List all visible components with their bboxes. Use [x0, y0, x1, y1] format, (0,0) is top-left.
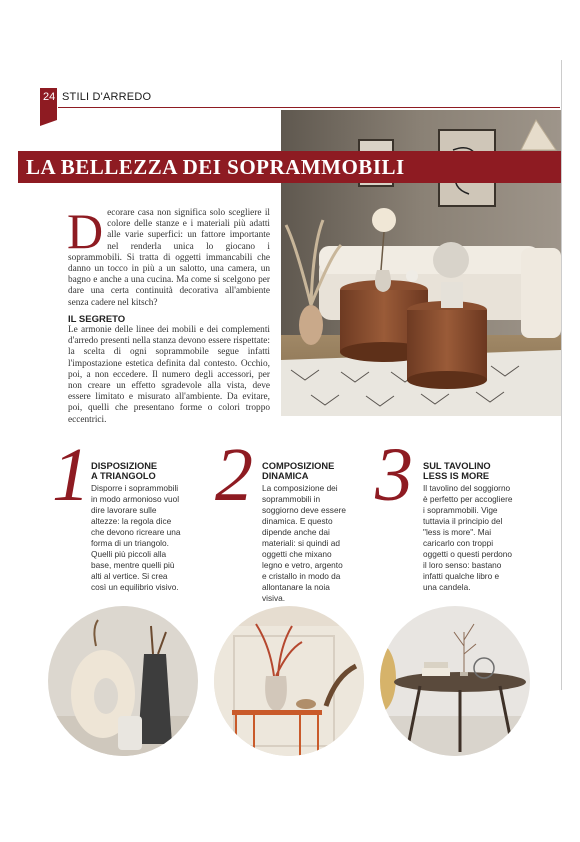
- header-rule: [58, 107, 560, 108]
- tip-2-title-line1: COMPOSIZIONE: [262, 461, 335, 471]
- intro-text: ecorare casa non significa solo scegliere il colore delle stanze e i materiali più adatti alle varie superfici: un fattore importante nel renderla unica lo giocano i soprammobili. Si tratta di oggetti immancabili che danno un tocco in più a un salotto, una camera, un bagno e anche a una cucina. Ma come si scelgono per dare una certa continuità decorativa all'ambiente senza cadere nel kitsch?: [68, 208, 270, 308]
- tip-number-3: 3: [375, 433, 413, 517]
- tip-3-title: [423, 461, 491, 481]
- tip-1-title-line1: DISPOSIZIONE: [91, 461, 158, 471]
- article-title: LA BELLEZZA DEI SOPRAMMOBILI: [26, 155, 405, 179]
- tip-1-body: Disporre i soprammobili in modo armonioso vuol dire lavorare sulle altezze: la regola dice che devono ricreare una forma di un triangolo. Quelli più piccoli alla base, mentre quelli più alti al vertice. Si crea così un equilibrio visivo.: [91, 483, 181, 592]
- tip-2-title-line2: DINAMICA: [262, 471, 309, 481]
- tip-2-title: [262, 461, 334, 481]
- intro-paragraph: [67, 203, 270, 309]
- drop-cap: D: [67, 203, 104, 259]
- tip-1-title-line2: A TRIANGOLO: [91, 471, 156, 481]
- tip-2-photo-composition: [214, 606, 364, 756]
- tip-3-body: Il tavolino del soggiorno è perfetto per accogliere i soprammobili. Vige tuttavia il principio del "less is more". Mai caricarlo con troppi oggetti o questi perdono il loro senso: bastano infatti qualche libro e una candela.: [423, 483, 513, 592]
- section-label: STILI D'ARREDO: [62, 91, 152, 103]
- tip-number-1: 1: [52, 433, 90, 517]
- tip-3-title-line2: LESS IS MORE: [423, 471, 490, 481]
- tip-3-title-line1: SUL TAVOLINO: [423, 461, 491, 471]
- secret-paragraph: Le armonie delle linee dei mobili e dei complementi d'arredo presenti nella stanza devono essere rispettate: la scelta di ogni soprammobile segue infatti l'impostazione estetica definita dal contesto. Occhio, poi, a non eccedere. Il numero degli accessori, per non creare un effetto sgradevole alla vista, deve essere limitato e misurato all'ambiente. Da evitare, poi, quelli che presentano forme o colori troppo eccentrici.: [68, 325, 270, 425]
- tip-2-body: La composizione dei soprammobili in soggiorno deve essere dinamica. E questo dipende anche dai materiali: si quindi ad oggetti che mixano legno e vetro, argento e cristallo in modo da allontanare la noia visiva.: [262, 483, 346, 603]
- tip-number-2: 2: [215, 433, 253, 517]
- tip-3-photo-coffee-table: [380, 606, 530, 756]
- secret-heading: IL SEGRETO: [68, 314, 126, 325]
- tip-1-title: [91, 461, 157, 481]
- tip-1-photo-vases: [48, 606, 198, 756]
- page-number: 24: [43, 91, 56, 103]
- page-edge-rule: [561, 60, 562, 690]
